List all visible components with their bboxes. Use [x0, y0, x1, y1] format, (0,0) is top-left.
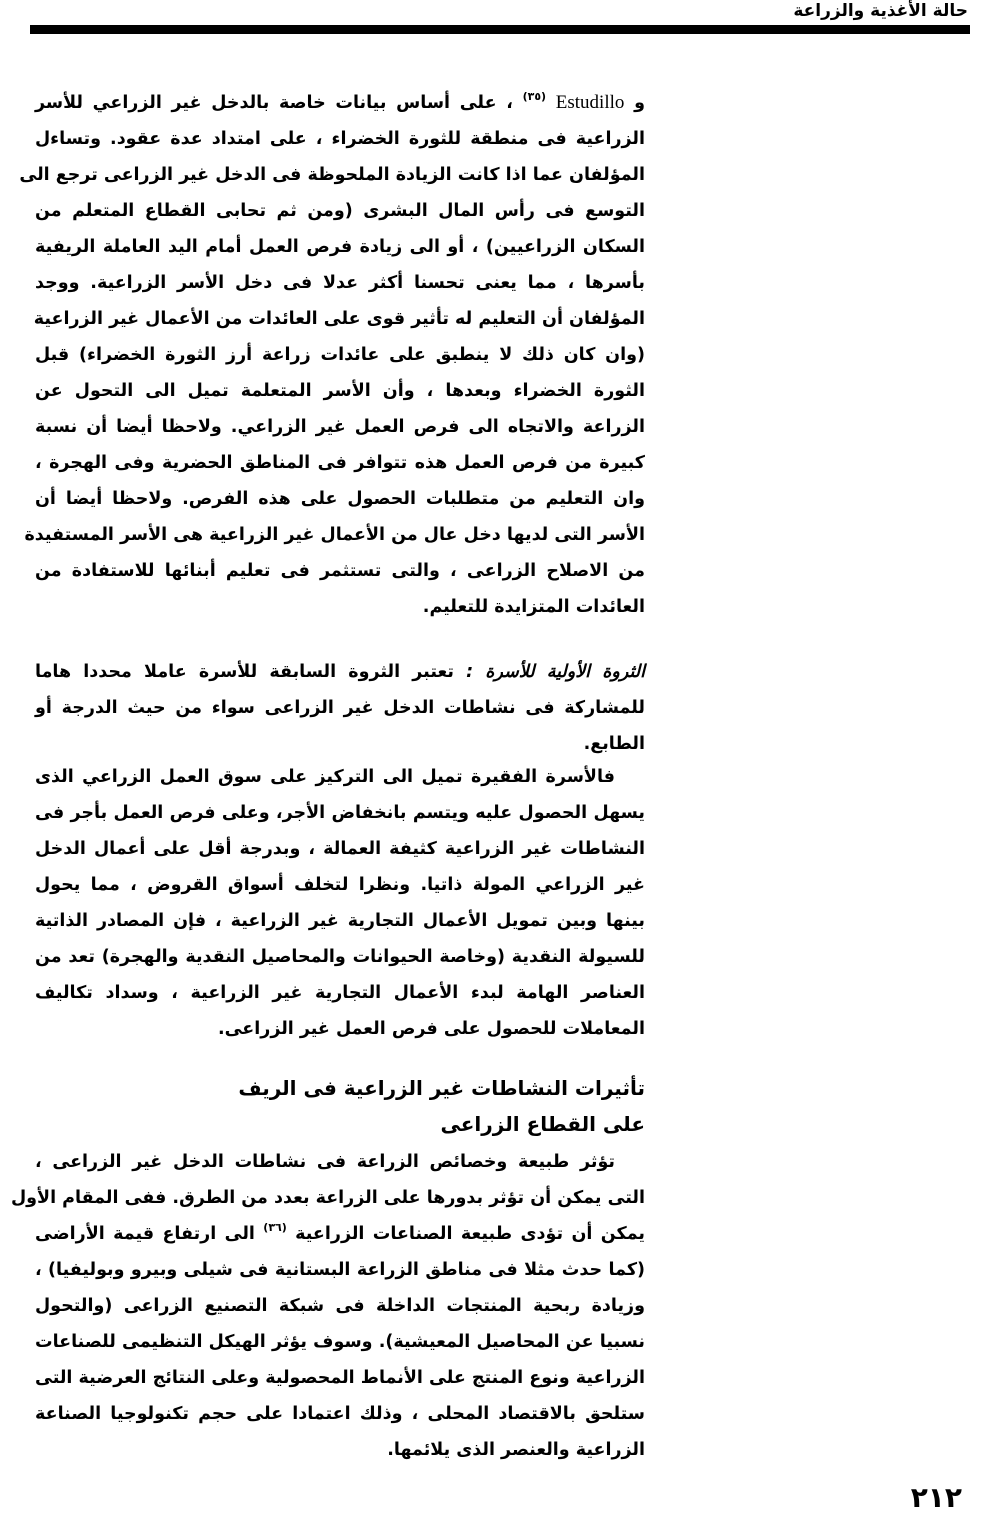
text-line: وان التعليم من متطلبات الحصول على هذه الفرص. ولاحظا أيضا أن	[35, 489, 645, 509]
heading-line-2: على القطاع الزراعى	[440, 1112, 645, 1136]
text-line: يسهل الحصول عليه ويتسم بانخفاض الأجر، وعلى فرص العمل بأجر فى	[35, 803, 645, 823]
running-title: حالة الأغذية والزراعة	[793, 1, 968, 21]
paragraph-2	[35, 654, 645, 762]
text-line: بينها وبين تمويل الأعمال التجارية غير الزراعية ، فإن المصادر الذاتية	[35, 911, 645, 931]
paragraph-lines	[35, 759, 645, 1047]
text-line: المعاملات للحصول على فرص العمل غير الزراعى.	[217, 1019, 645, 1039]
text-fragment: تعتبر الثروة السابقة للأسرة عاملا محددا هاما	[35, 662, 467, 682]
author-name: Estudillo	[555, 92, 625, 113]
text-line: الزراعية فى منطقة للثورة الخضراء ، على امتداد عدة عقود. وتساءل	[35, 129, 645, 149]
text-line: ستلحق بالاقتصاد المحلى ، وذلك اعتمادا على حجم تكنولوجيا الصناعة	[35, 1404, 645, 1424]
paragraph-lines	[19, 121, 645, 625]
paragraph-lines	[11, 1144, 645, 1216]
paragraph-3	[35, 759, 645, 1047]
text-line: (وان كان ذلك لا ينطبق على عائدات زراعة أرز الثورة الخضراء) قبل	[35, 345, 645, 365]
footnote-ref[interactable]: (٣٦)	[263, 1221, 287, 1234]
text-line: الطابع.	[583, 734, 645, 754]
text-line: التى يمكن أن تؤثر بدورها على الزراعة بعدد من الطرق. ففى المقام الأول	[11, 1188, 645, 1208]
text-line: المؤلفان عما اذا كانت الزيادة الملحوظة فى الدخل غير الزراعى ترجع الى	[19, 165, 645, 185]
text-line: الأسر التى لديها دخل عال من الأعمال غير الزراعية هى الأسر المستفيدة	[24, 525, 645, 545]
paragraph-lines	[35, 1252, 645, 1468]
text-line: فالأسرة الفقيرة تميل الى التركيز على سوق العمل الزراعي الذى	[35, 767, 615, 787]
text-fragment: و	[624, 93, 645, 113]
text-line: بأسرها ، مما يعنى تحسنا أكثر عدلا فى دخل الأسر الزراعية. ووجد	[35, 273, 645, 293]
text-line: كبيرة من فرص العمل هذه تتوافر فى المناطق الحضرية وفى الهجرة ،	[35, 453, 645, 473]
text-line: من الاصلاح الزراعى ، والتى تستثمر فى تعليم أبنائها للاستفادة من	[35, 561, 645, 581]
text-line: التوسع فى رأس المال البشرى (ومن ثم تحابى القطاع المتعلم من	[35, 201, 645, 221]
text-line: الزراعة والاتجاه الى فرص العمل غير الزراعي. ولاحظا أيضا أن نسبة	[35, 417, 645, 437]
paragraph-4	[11, 1144, 646, 1468]
text-fragment: ، على أساس بيانات خاصة بالدخل غير الزراعي للأسر	[35, 93, 523, 113]
text-line	[35, 1216, 645, 1252]
text-line: تؤثر طبيعة وخصائص الزراعة فى نشاطات الدخل غير الزراعى ،	[35, 1152, 615, 1172]
text-line: الزراعية ونوع المنتج على الأنماط المحصولية وعلى النتائج العرضية التى	[35, 1368, 645, 1388]
text-fragment: الى ارتفاع قيمة الأراضى	[35, 1224, 264, 1244]
text-line: الثورة الخضراء وبعدها ، وأن الأسر المتعلمة تميل الى التحول عن	[35, 381, 645, 401]
paragraph-1	[19, 85, 645, 625]
paragraph-lines	[35, 690, 645, 762]
page-number: ٢١٢	[910, 1481, 962, 1514]
header-rule	[30, 25, 970, 34]
text-line: العناصر الهامة لبدء الأعمال التجارية غير الزراعية ، وسداد تكاليف	[35, 983, 645, 1003]
text-line: (كما حدث مثلا فى مناطق الزراعة البستانية فى شيلى وبيرو وبوليفيا) ،	[35, 1260, 645, 1280]
paragraph-lead: الثروة الأولية للأسرة :	[466, 662, 645, 682]
text-line: العائدات المتزايدة للتعليم.	[422, 597, 645, 617]
text-line: المؤلفان أن التعليم له تأثير قوى على العائدات من الأعمال غير الزراعية	[33, 309, 645, 329]
text-fragment: يمكن أن تؤدى طبيعة الصناعات الزراعية	[286, 1224, 646, 1244]
text-line: السكان الزراعيين) ، أو الى زيادة فرص العمل أمام اليد العاملة الريفية	[35, 237, 645, 257]
text-line: للسيولة النقدية (وخاصة الحيوانات والمحاصيل النقدية والهجرة) تعد من	[35, 947, 645, 967]
heading-line-1: تأثيرات النشاطات غير الزراعية فى الريف	[238, 1076, 645, 1100]
footnote-ref[interactable]: (٣٥)	[522, 90, 547, 103]
text-line: النشاطات غير الزراعية كثيفة العمالة ، وبدرجة أقل على أعمال الدخل	[35, 839, 645, 859]
text-line	[35, 85, 645, 121]
section-heading	[35, 1070, 645, 1142]
text-line: للمشاركة فى نشاطات الدخل غير الزراعى سواء من حيث الدرجة أو	[35, 698, 645, 718]
text-line: غير الزراعي المولة ذاتيا. ونظرا لتخلف أسواق القروض ، مما يحول	[35, 875, 645, 895]
text-line: وزيادة ربحية المنتجات الداخلة فى شبكة التصنيع الزراعى (والتحول	[35, 1296, 645, 1316]
text-line: الزراعية والعنصر الذى يلائمها.	[387, 1440, 645, 1460]
text-line	[35, 654, 645, 690]
text-line: نسبيا عن المحاصيل المعيشية). وسوف يؤثر الهيكل التنظيمى للصناعات	[35, 1332, 645, 1352]
